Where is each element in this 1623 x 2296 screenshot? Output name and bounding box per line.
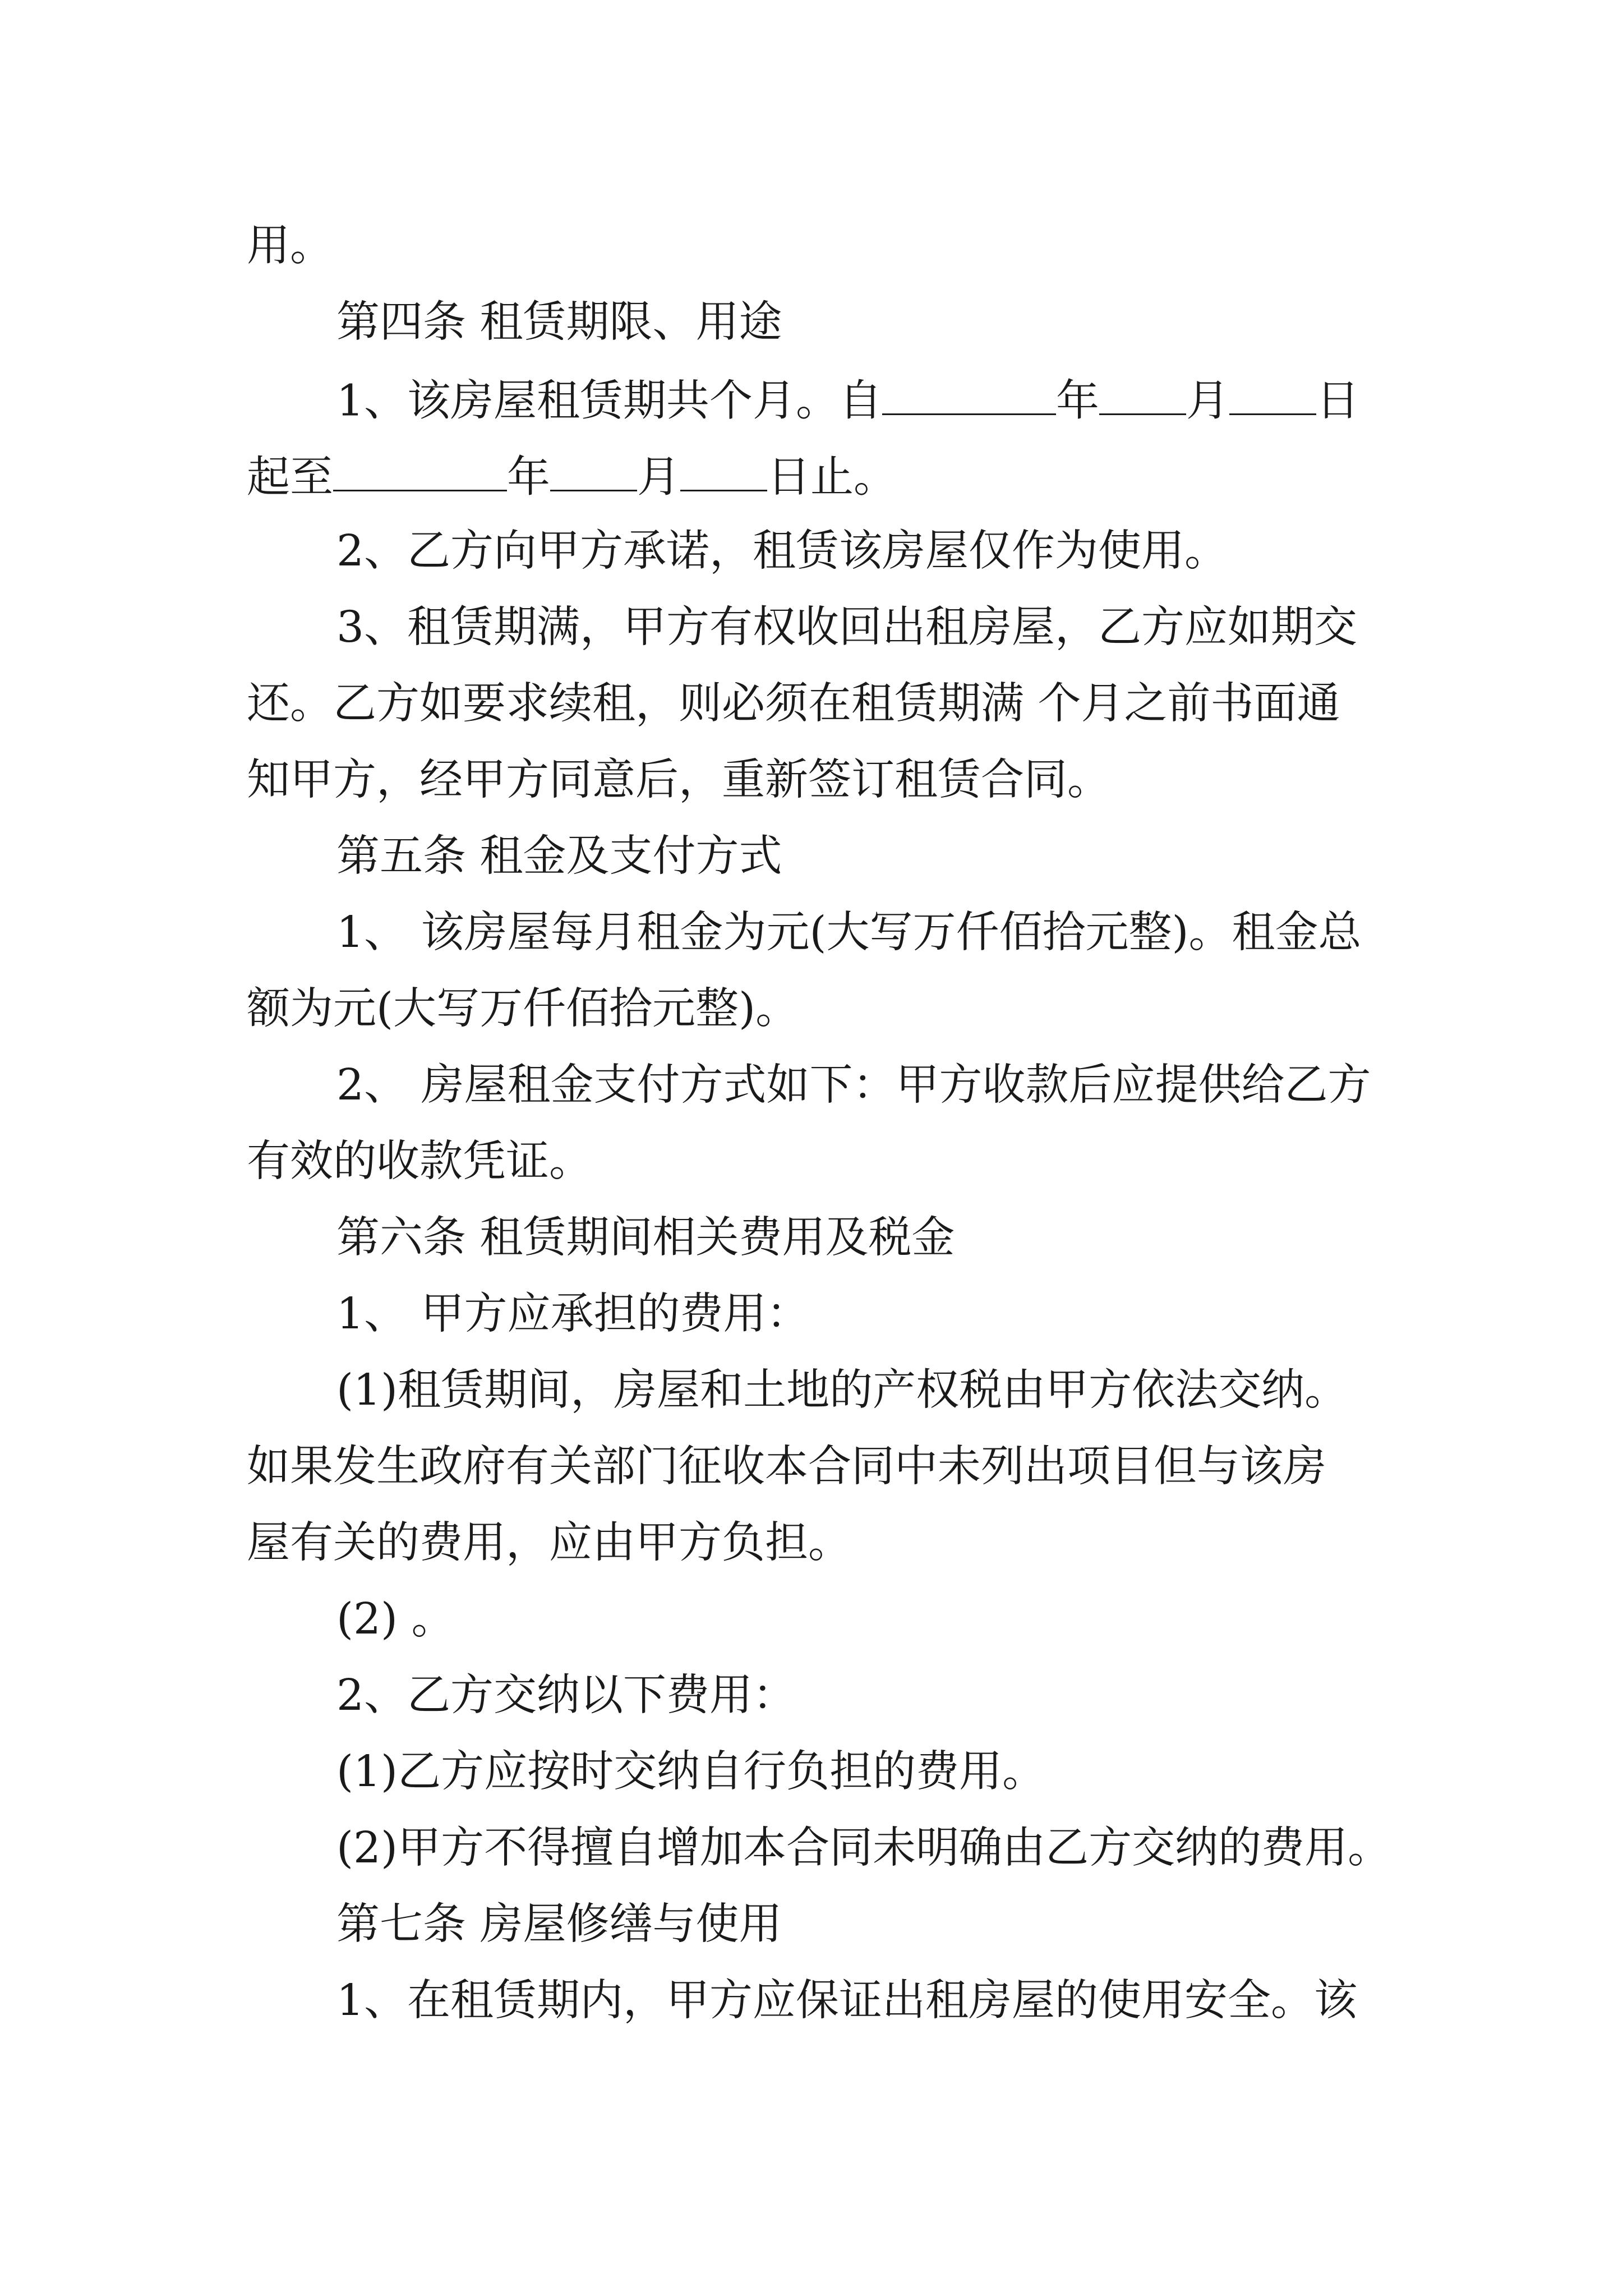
text-line [247,452,897,503]
text-fragment: 月 [1186,376,1229,426]
section-heading: 第七条 房屋修缮与使用 [336,1899,782,1949]
text-fragment: 年 [507,452,550,503]
text-line: 知甲方，经甲方同意后，重新签订租赁合同。 [247,755,1110,805]
text-line: 有效的收款凭证。 [247,1137,592,1186]
text-fragment: 起至 [247,452,333,503]
text-line: 1、在租赁期内，甲方应保证出租房屋的使用安全。该 [336,1976,1357,2026]
text-line: 1、 甲方应承担的费用： [336,1289,810,1339]
text-line: 用。 [247,221,333,271]
text-line: 还。乙方如要求续租，则必须在租赁期满 个月之前书面通 [247,679,1340,729]
text-fragment: 日止。 [767,452,897,503]
text-line: 2、乙方交纳以下费用： [336,1671,796,1720]
text-line: (1)租赁期间，房屋和土地的产权税由甲方依法交纳。 [336,1365,1348,1415]
text-line: 2、乙方向甲方承诺，租赁该房屋仅作为使用。 [336,526,1228,576]
blank-field [550,453,637,491]
text-fragment: 年 [1056,376,1099,426]
text-line: 1、 该房屋每月租金为元(大写万仟佰拾元整)。租金总 [336,908,1362,958]
text-fragment: 日 [1316,376,1359,426]
text-line: (2) 。 [336,1594,455,1644]
text-line: 如果发生政府有关部门征收本合同中未列出项目但与该房 [247,1442,1326,1492]
text-line: 屋有关的费用，应由甲方负担。 [247,1518,851,1568]
text-line: 额为元(大写万仟佰拾元整)。 [247,984,799,1034]
text-line: (2)甲方不得擅自增加本合同未明确由乙方交纳的费用。 [336,1823,1391,1873]
blank-field [1099,377,1186,415]
text-fragment: 月 [637,452,680,503]
section-heading: 第六条 租赁期间相关费用及税金 [336,1213,955,1263]
section-heading: 第五条 租金及支付方式 [336,831,782,881]
blank-field [1229,377,1316,415]
blank-field [882,377,1056,415]
text-fragment: 1、该房屋租赁期共个月。自 [336,376,882,426]
blank-field [333,453,507,491]
text-line: 3、租赁期满，甲方有权收回出租房屋，乙方应如期交 [336,602,1357,652]
text-line [336,376,1359,426]
blank-field [680,453,767,491]
text-line: (1)乙方应按时交纳自行负担的费用。 [336,1747,1046,1797]
text-line: 2、 房屋租金支付方式如下：甲方收款后应提供给乙方 [336,1060,1371,1110]
section-heading: 第四条 租赁期限、用途 [336,297,782,347]
